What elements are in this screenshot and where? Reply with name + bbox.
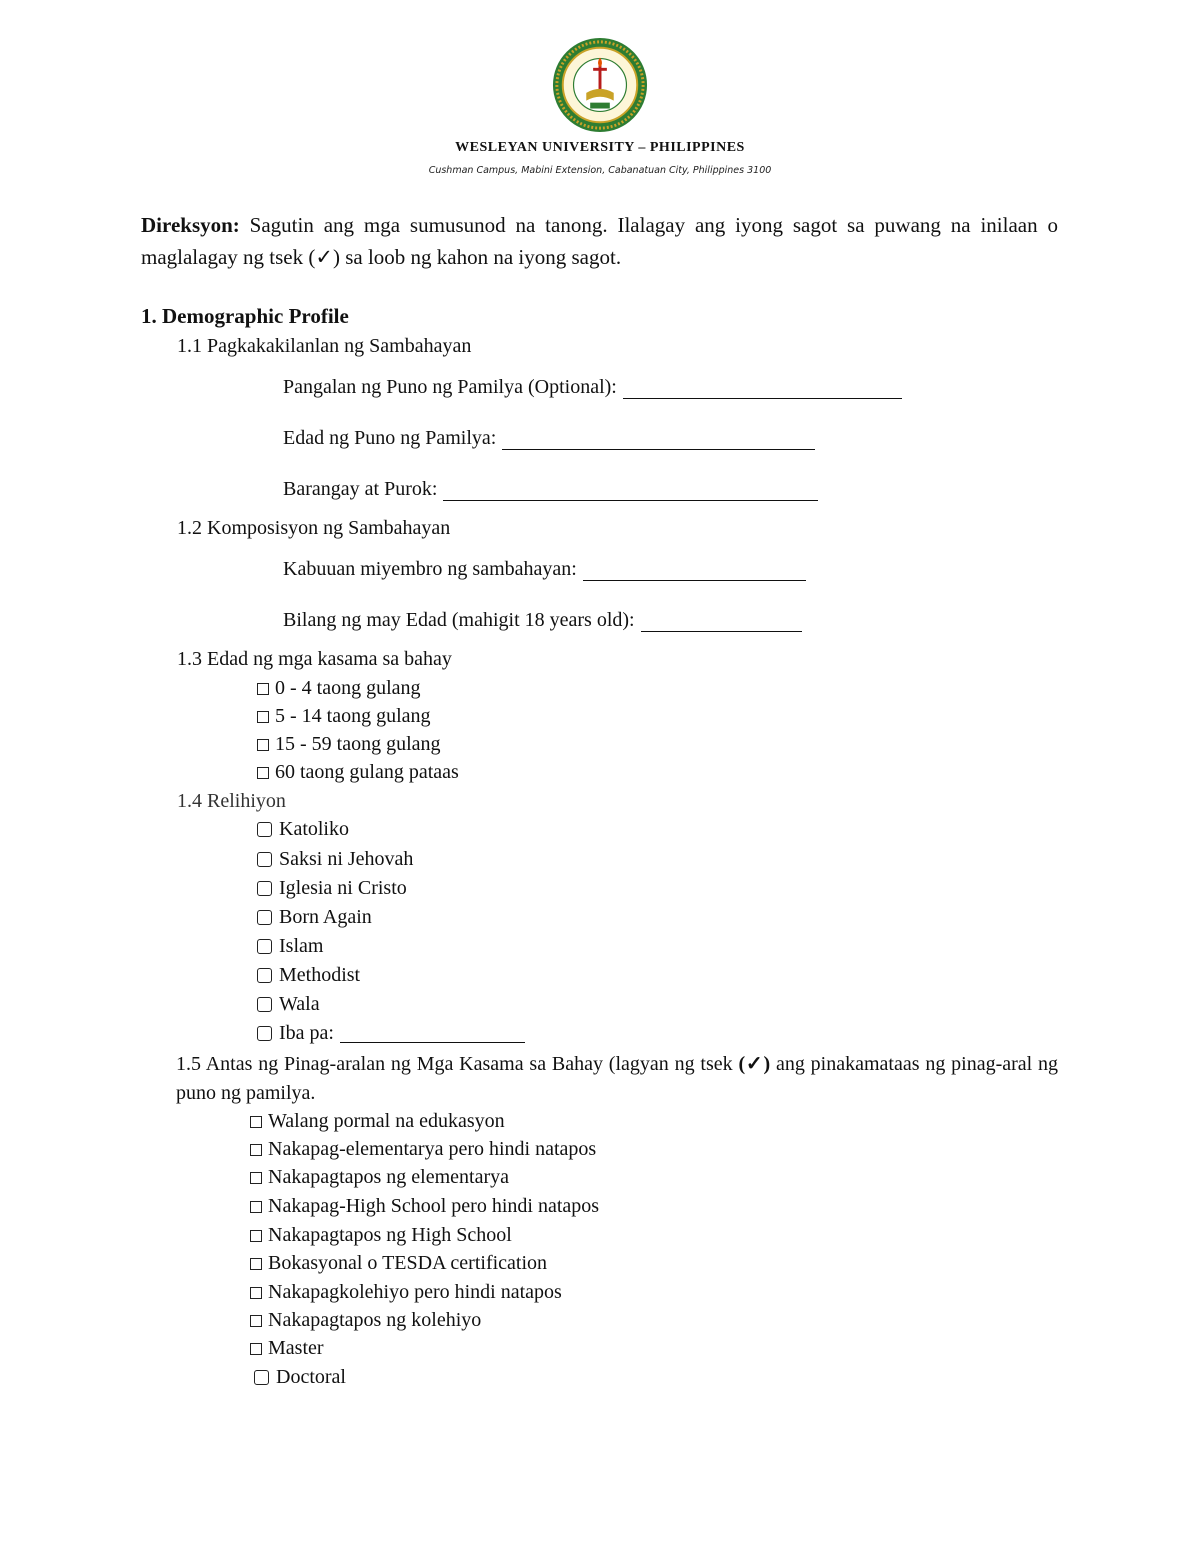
field-label: Bilang ng may Edad (mahigit 18 years old): — [283, 609, 635, 631]
option-label: Islam — [279, 935, 324, 957]
option-label: Born Again — [279, 906, 372, 928]
section-1-5-title-start: 1.5 Antas ng Pinag-aralan ng Mga Kasama sa Bahay (lagyan ng tsek — [176, 1053, 739, 1075]
religion-option[interactable] — [257, 935, 323, 958]
education-option[interactable] — [250, 1195, 599, 1218]
checkbox[interactable] — [257, 968, 272, 983]
directions-label: Direksyon: — [141, 213, 240, 237]
checkbox[interactable] — [250, 1144, 262, 1156]
religion-option[interactable] — [257, 993, 320, 1016]
option-label: Methodist — [279, 964, 361, 986]
checkbox[interactable] — [257, 683, 269, 695]
religion-option[interactable] — [257, 906, 372, 929]
religion-other-input[interactable] — [340, 1024, 525, 1043]
education-option[interactable] — [250, 1309, 481, 1332]
section-1-title: 1. Demographic Profile — [141, 304, 349, 328]
option-label: Saksi ni Jehovah — [279, 848, 414, 870]
option-label: Iba pa: — [279, 1022, 334, 1044]
checkbox[interactable] — [250, 1201, 262, 1213]
checkbox[interactable] — [250, 1287, 262, 1299]
option-label: Nakapagtapos ng elementarya — [268, 1166, 510, 1188]
checkbox[interactable] — [257, 767, 269, 779]
university-seal-logo — [551, 36, 649, 134]
option-label: 5 - 14 taong gulang — [275, 705, 431, 727]
checkbox[interactable] — [250, 1315, 262, 1327]
section-1-5-title-end: ang pinakamataas ng pinag-aral ng puno ng pamilya. — [176, 1053, 1059, 1104]
checkbox[interactable] — [250, 1343, 262, 1355]
section-1-1-title: 1.1 Pagkakakilanlan ng Sambahayan — [177, 335, 472, 357]
option-label: Walang pormal na edukasyon — [268, 1110, 505, 1132]
option-label: Nakapag-High School pero hindi natapos — [268, 1195, 600, 1217]
directions-paragraph — [141, 209, 1058, 273]
option-label: Nakapagtapos ng kolehiyo — [268, 1309, 482, 1331]
education-option[interactable] — [250, 1281, 562, 1304]
checkbox[interactable] — [250, 1230, 262, 1242]
barangay-purok-input[interactable] — [443, 480, 818, 501]
option-label: Nakapagtapos ng High School — [268, 1224, 512, 1246]
household-head-name-input[interactable] — [623, 378, 902, 399]
education-option[interactable] — [250, 1224, 512, 1247]
checkbox[interactable] — [257, 881, 272, 896]
education-option[interactable] — [250, 1110, 505, 1133]
field-label: Pangalan ng Puno ng Pamilya (Optional): — [283, 376, 617, 398]
option-label: Nakapagkolehiyo pero hindi natapos — [268, 1281, 562, 1303]
section-1-5-title — [176, 1050, 1058, 1108]
checkbox[interactable] — [254, 1370, 269, 1385]
directions-text: Sagutin ang mga sumusunod na tanong. Ilalagay ang iyong sagot sa puwang na inilaan o maglalagay ng tsek (✓) sa loob ng kahon na iyong sagot. — [141, 213, 1058, 269]
education-option[interactable] — [250, 1252, 547, 1275]
age-option[interactable] — [257, 705, 431, 728]
option-label: 60 taong gulang pataas — [275, 761, 459, 783]
age-option[interactable] — [257, 761, 459, 784]
checkbox[interactable] — [250, 1258, 262, 1270]
option-label: Master — [268, 1337, 324, 1359]
field-household-head-age — [283, 427, 815, 450]
checkbox[interactable] — [257, 711, 269, 723]
option-label: Iglesia ni Cristo — [279, 877, 407, 899]
section-1-2-title: 1.2 Komposisyon ng Sambahayan — [177, 517, 451, 539]
option-label: Wala — [279, 993, 320, 1015]
education-option[interactable] — [254, 1366, 346, 1389]
adult-count-input[interactable] — [641, 611, 802, 632]
field-label: Kabuuan miyembro ng sambahayan: — [283, 558, 577, 580]
household-total-input[interactable] — [583, 560, 806, 581]
religion-option[interactable] — [257, 877, 407, 900]
religion-option[interactable] — [257, 848, 413, 871]
checkbox[interactable] — [257, 910, 272, 925]
checkbox[interactable] — [250, 1116, 262, 1128]
education-option[interactable] — [250, 1337, 324, 1360]
field-adult-count — [283, 609, 802, 632]
option-label: 0 - 4 taong gulang — [275, 677, 421, 699]
household-head-age-input[interactable] — [502, 429, 815, 450]
field-household-total — [283, 558, 806, 581]
education-option[interactable] — [250, 1138, 596, 1161]
university-address: Cushman Campus, Mabini Extension, Cabanatuan City, Philippines 3100 — [428, 165, 772, 176]
field-label: Barangay at Purok: — [283, 478, 438, 500]
option-label: Katoliko — [279, 818, 349, 840]
age-option[interactable] — [257, 733, 441, 756]
religion-option[interactable] — [257, 964, 360, 987]
religion-option[interactable] — [257, 818, 349, 841]
option-label: 15 - 59 taong gulang — [275, 733, 441, 755]
option-label: Doctoral — [276, 1366, 346, 1388]
checkbox[interactable] — [257, 739, 269, 751]
checkbox[interactable] — [257, 997, 272, 1012]
field-barangay-purok — [283, 478, 818, 501]
checkbox[interactable] — [257, 1026, 272, 1041]
check-mark-symbol: (✓) — [738, 1053, 771, 1075]
option-label: Nakapag-elementarya pero hindi natapos — [268, 1138, 597, 1160]
checkbox[interactable] — [250, 1172, 262, 1184]
field-household-head-name — [283, 376, 902, 399]
checkbox[interactable] — [257, 939, 272, 954]
field-label: Edad ng Puno ng Pamilya: — [283, 427, 497, 449]
religion-option-other[interactable] — [257, 1022, 525, 1045]
education-option[interactable] — [250, 1166, 509, 1189]
age-option[interactable] — [257, 677, 421, 700]
university-name: WESLEYAN UNIVERSITY – PHILIPPINES — [455, 140, 745, 155]
section-1-3-title: 1.3 Edad ng mga kasama sa bahay — [177, 648, 452, 670]
option-label: Bokasyonal o TESDA certification — [268, 1252, 548, 1274]
checkbox[interactable] — [257, 852, 272, 867]
checkbox[interactable] — [257, 822, 272, 837]
section-1-4-title: 1.4 Relihiyon — [177, 790, 286, 812]
